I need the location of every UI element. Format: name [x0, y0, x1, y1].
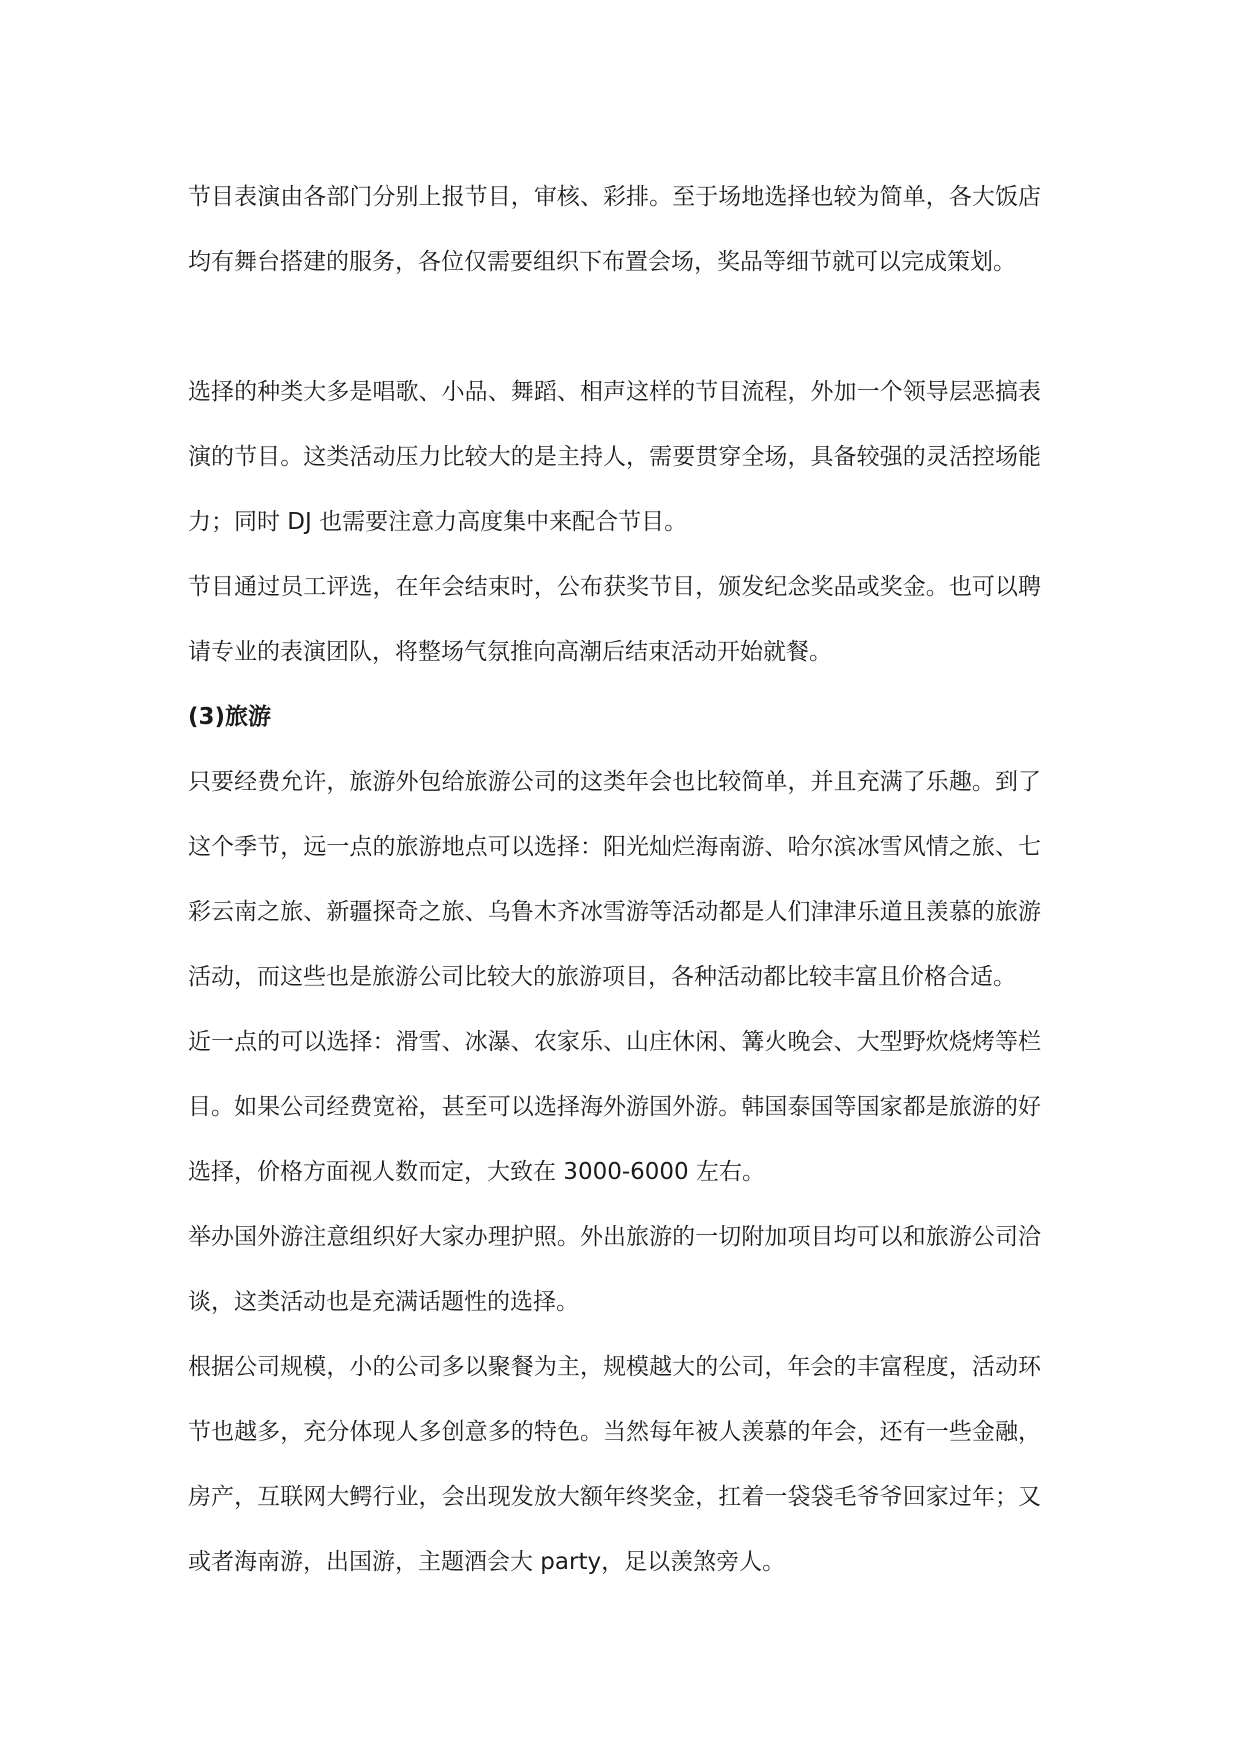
text-line: 力；同时 DJ 也需要注意力高度集中来配合节目。: [188, 509, 688, 535]
text-line: 近一点的可以选择：滑雪、冰瀑、农家乐、山庄休闲、篝火晚会、大型野炊烧烤等栏: [188, 1029, 1041, 1055]
paragraph-travel-outsourcing: [188, 750, 1041, 1010]
text-line: 节也越多，充分体现人多创意多的特色。当然每年被人羡慕的年会，还有一些金融，: [188, 1419, 1041, 1445]
paragraph-travel-nearby: [188, 1010, 1041, 1205]
paragraph-spacer: [188, 295, 1041, 360]
paragraph-travel-abroad: [188, 1205, 1041, 1335]
paragraph-program-reporting: [188, 165, 1041, 295]
text-line: 选择的种类大多是唱歌、小品、舞蹈、相声这样的节目流程，外加一个领导层恶搞表: [188, 379, 1041, 405]
paragraph-company-scale: [188, 1335, 1041, 1595]
document-page: [188, 165, 1041, 1595]
text-line: 房产，互联网大鳄行业，会出现发放大额年终奖金，扛着一袋袋毛爷爷回家过年；又: [188, 1484, 1041, 1510]
text-line: 均有舞台搭建的服务，各位仅需要组织下布置会场，奖品等细节就可以完成策划。: [188, 249, 1016, 275]
text-line: 举办国外游注意组织好大家办理护照。外出旅游的一切附加项目均可以和旅游公司洽: [188, 1224, 1041, 1250]
text-line: 根据公司规模，小的公司多以聚餐为主，规模越大的公司，年会的丰富程度，活动环: [188, 1354, 1041, 1380]
section-heading-travel: (3)旅游: [188, 704, 272, 730]
text-line: 选择，价格方面视人数而定，大致在 3000-6000 左右。: [188, 1159, 765, 1185]
text-line: 彩云南之旅、新疆探奇之旅、乌鲁木齐冰雪游等活动都是人们津津乐道且羡慕的旅游: [188, 899, 1041, 925]
text-line: 谈，这类活动也是充满话题性的选择。: [188, 1289, 579, 1315]
paragraph-program-types: [188, 360, 1041, 555]
text-line: 目。如果公司经费宽裕，甚至可以选择海外游国外游。韩国泰国等国家都是旅游的好: [188, 1094, 1041, 1120]
text-line: 这个季节，远一点的旅游地点可以选择：阳光灿烂海南游、哈尔滨冰雪风情之旅、七: [188, 834, 1041, 860]
text-line: 演的节目。这类活动压力比较大的是主持人，需要贯穿全场，具备较强的灵活控场能: [188, 444, 1041, 470]
text-line: 活动，而这些也是旅游公司比较大的旅游项目，各种活动都比较丰富且价格合适。: [188, 964, 1016, 990]
text-line: 节目表演由各部门分别上报节目，审核、彩排。至于场地选择也较为简单，各大饭店: [188, 184, 1041, 210]
text-line: 请专业的表演团队，将整场气氛推向高潮后结束活动开始就餐。: [188, 639, 832, 665]
paragraph-program-awards: [188, 555, 1041, 685]
text-line: 或者海南游，出国游，主题酒会大 party，足以羡煞旁人。: [188, 1549, 786, 1575]
text-line: 节目通过员工评选，在年会结束时，公布获奖节目，颁发纪念奖品或奖金。也可以聘: [188, 574, 1041, 600]
text-line: 只要经费允许，旅游外包给旅游公司的这类年会也比较简单，并且充满了乐趣。到了: [188, 769, 1041, 795]
